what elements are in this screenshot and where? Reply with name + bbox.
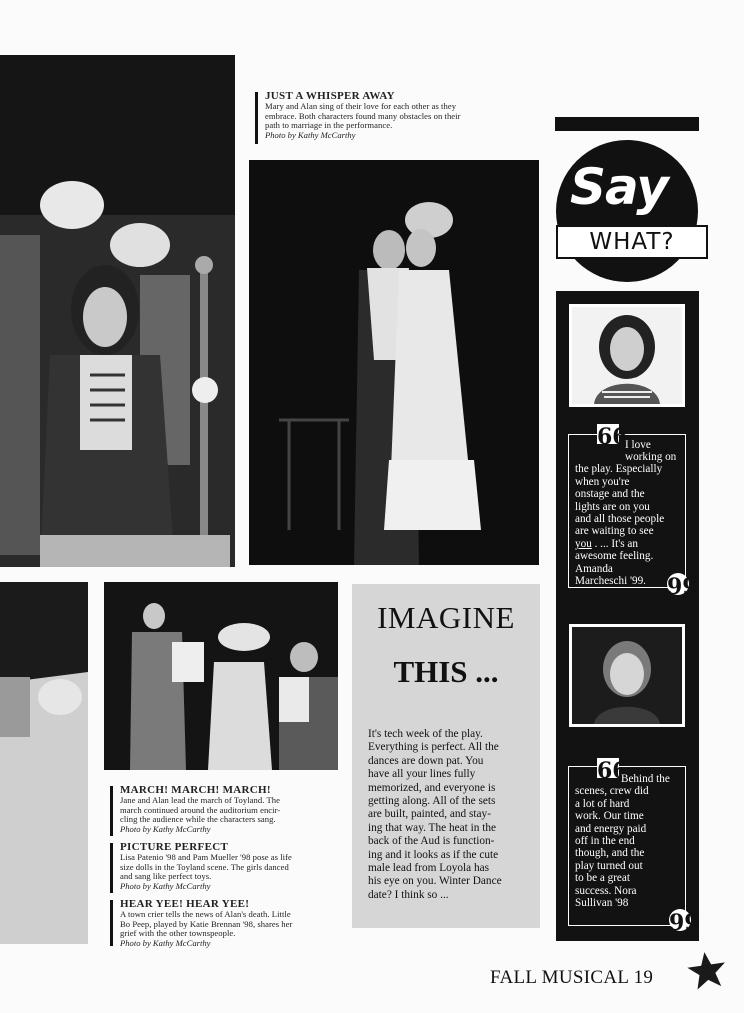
photo-whisper-embrace: [249, 160, 539, 565]
caption-line: Lisa Patenio '98 and Pam Mueller '98 pose as life: [120, 852, 292, 862]
imagine-body-line: male lead from Loyola has: [368, 862, 490, 875]
quote-line: success. Nora: [575, 884, 637, 897]
imagine-body-line: date? I think so ...: [368, 888, 449, 901]
imagine-body-line: his eye on you. Winter Dance: [368, 875, 502, 888]
imagine-body-line: getting along. All of the sets: [368, 795, 496, 808]
caption-march: [120, 784, 340, 834]
quote-line: Behind the: [621, 773, 670, 785]
quote-line: are waiting to see: [575, 525, 654, 538]
page-number: 19: [633, 967, 654, 988]
caption-bar: [110, 786, 113, 836]
quote-first-line: I love: [625, 439, 651, 451]
photo-town-crier: [104, 582, 338, 770]
quote-line: Marcheschi '99.: [575, 575, 646, 588]
quote-line: working on: [625, 451, 677, 463]
quote-text: [575, 773, 683, 909]
imagine-body-line: It's tech week of the play.: [368, 728, 483, 740]
photo-march-lead: [0, 55, 235, 567]
imagine-body-line: memorized, and everyone is: [368, 781, 496, 794]
imagine-body-line: have all your lines fully: [368, 768, 476, 781]
caption-line: A town crier tells the news of Alan's death. Little: [120, 909, 291, 919]
caption-line: size dolls in the Toyland scene. The girls danced: [120, 861, 289, 872]
caption-whisper: [265, 90, 520, 140]
caption-heading: JUST A WHISPER AWAY: [265, 90, 395, 102]
quote-line: and all those people: [575, 513, 665, 526]
sidebar-top-bar: [555, 117, 699, 131]
caption-heading: MARCH! MARCH! MARCH!: [120, 784, 271, 796]
what-label: WHAT?: [556, 225, 708, 259]
quote-line: awesome feeling.: [575, 550, 654, 563]
close-quote-icon: 99: [669, 910, 700, 936]
photo-credit: Photo by Kathy McCarthy: [120, 937, 211, 948]
imagine-body-line: are built, painted, and stay-: [368, 808, 491, 821]
imagine-this-panel: [352, 584, 540, 928]
quote-line: when you're: [575, 475, 630, 488]
caption-line: cling the audience while the characters sang.: [120, 814, 276, 825]
portrait-amanda: [569, 304, 685, 407]
open-quote-icon: 66: [597, 758, 628, 784]
portrait-nora: [569, 624, 685, 727]
caption-line: Jane and Alan lead the march of Toyland. The: [120, 795, 280, 805]
quote-nora: [568, 758, 700, 936]
caption-hear: [120, 898, 340, 948]
imagine-body-line: back of the Aud is function-: [368, 835, 495, 848]
caption-line: and sang like perfect toys.: [120, 871, 212, 882]
photo-bottom-left: [0, 582, 88, 944]
quote-line: off in the end: [575, 835, 635, 848]
quote-line: scenes, crew did: [575, 785, 649, 798]
quote-line: onstage and the: [575, 488, 645, 501]
imagine-body-line: ing that way. The heat in the: [368, 821, 496, 834]
caption-heading: HEAR YEE! HEAR YEE!: [120, 898, 250, 910]
quote-text: [575, 451, 683, 587]
imagine-title-line2: THIS ...: [393, 654, 499, 689]
page-footer: [490, 967, 653, 989]
quote-line: play turned out: [575, 859, 643, 872]
quote-line: a lot of hard: [575, 797, 630, 810]
say-word: Say: [570, 158, 668, 216]
caption-picture: [120, 841, 340, 891]
caption-line: march continued around the auditorium encir-: [120, 804, 281, 815]
imagine-body-line: dances are down pat. You: [368, 754, 484, 767]
quote-line: the play. Especially: [575, 463, 663, 476]
quote-line: work. Our time: [575, 810, 644, 823]
quote-line: and energy paid: [575, 822, 647, 835]
imagine-body-line: ing and it looks as if the cute: [368, 848, 499, 861]
quote-line-rest: . ... It's an: [591, 537, 638, 550]
quote-line: Sullivan '98: [575, 897, 629, 910]
quote-panel: [556, 291, 699, 941]
quote-line: Amanda: [575, 562, 613, 575]
quote-line: lights are on you: [575, 500, 650, 513]
open-quote-icon: 66: [597, 424, 628, 450]
caption-line: Bo Peep, played by Katie Brennan '98, shares her: [120, 918, 293, 929]
caption-bar: [110, 900, 113, 946]
star-icon: [686, 950, 728, 992]
caption-heading: PICTURE PERFECT: [120, 841, 229, 853]
photo-credit: Photo by Kathy McCarthy: [120, 880, 211, 891]
caption-line: grief with the other townspeople.: [120, 928, 236, 939]
imagine-body-line: Everything is perfect. All the: [368, 741, 499, 754]
photo-credit: Photo by Kathy McCarthy: [120, 823, 211, 834]
caption-line: Mary and Alan sing of their love for each other as they: [265, 101, 457, 111]
caption-bar: [110, 843, 113, 893]
quote-line: [575, 538, 683, 550]
imagine-title-line1: IMAGINE: [377, 600, 515, 635]
close-quote-icon: 99: [667, 574, 698, 600]
imagine-body: [368, 728, 528, 902]
footer-section: FALL MUSICAL: [490, 967, 629, 988]
quote-underlined-word: you: [575, 537, 592, 550]
caption-line: embrace. Both characters found many obstacles on their: [265, 110, 461, 121]
quote-amanda: [568, 424, 698, 600]
photo-credit: Photo by Kathy McCarthy: [265, 129, 356, 140]
caption-line: path to marriage in the performance.: [265, 120, 393, 131]
quote-line: to be a great: [575, 872, 630, 885]
quote-line: though, and the: [575, 847, 645, 860]
caption-bar: [255, 92, 258, 144]
